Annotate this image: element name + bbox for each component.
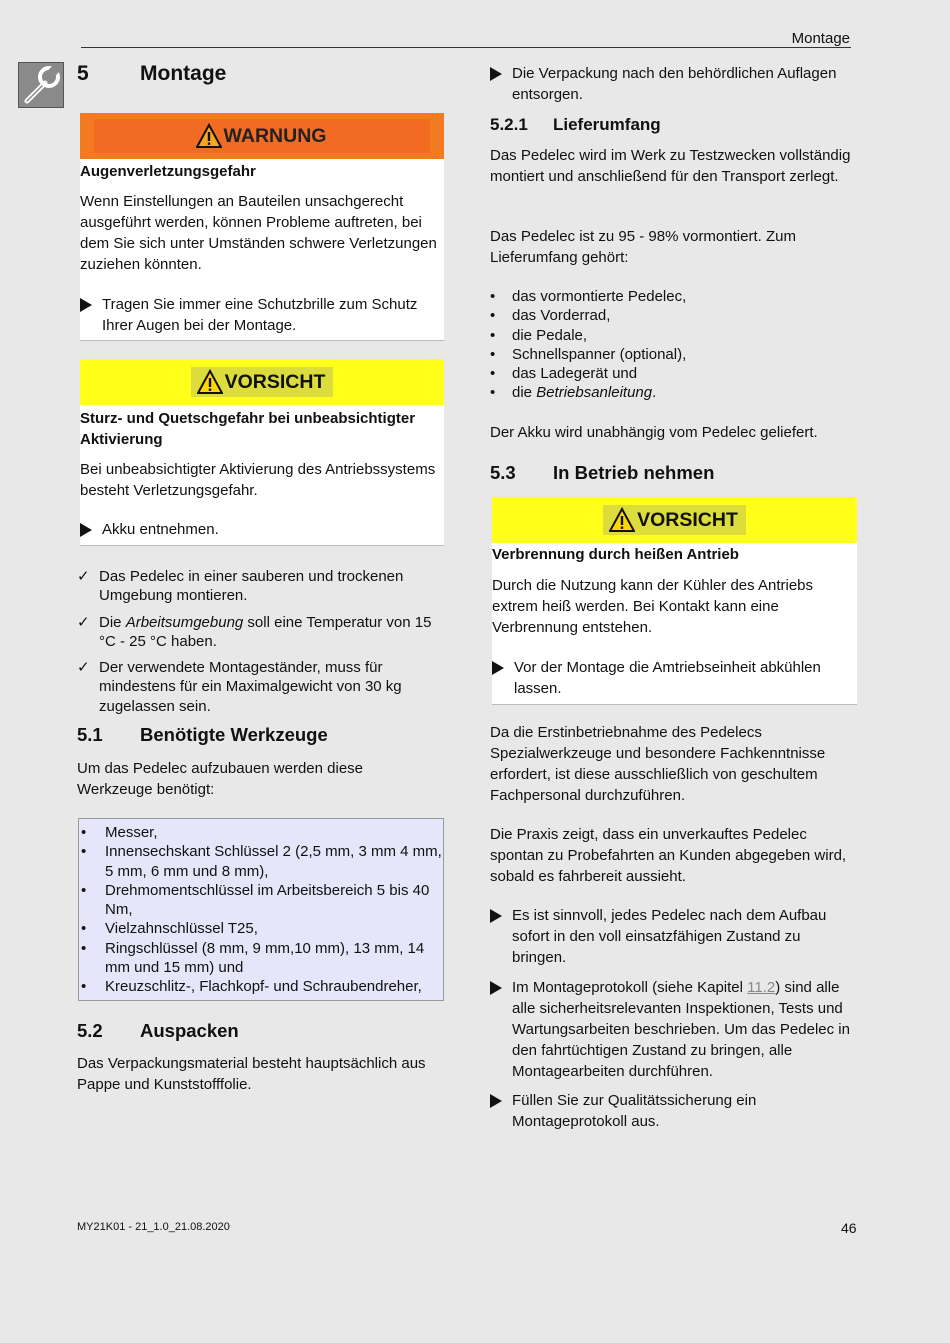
bullet-icon: • bbox=[490, 326, 496, 344]
delivery-text-3: Der Akku wird unabhängig vom Pedelec geliefert. bbox=[490, 424, 818, 441]
warning-text: Wenn Einstellungen an Bauteilen unsachgerecht ausgeführt werden, können Probleme auftreten, bei dem Sie sich unter Umständen schwere Verletzungen zuziehen könnten. bbox=[80, 193, 437, 273]
running-header: Montage bbox=[791, 30, 850, 47]
section-5-2-text: Das Verpackungsmaterial besteht hauptsächlich aus Pappe und Kunststofffolie. bbox=[77, 1055, 426, 1093]
caution-text: Durch die Nutzung kann der Kühler des Antriebs extrem heiß werden. Bei Kontakt kann eine Verbrennung entstehen. bbox=[492, 577, 814, 636]
section-5-1-number: 5.1 bbox=[77, 724, 103, 745]
chapter-link[interactable]: 11.2 bbox=[747, 979, 776, 996]
warning-title: Augenverletzungsgefahr bbox=[80, 163, 256, 180]
checkmark-icon: ✓ bbox=[77, 568, 90, 585]
bullet-icon: • bbox=[490, 288, 496, 305]
chapter-title: Montage bbox=[140, 62, 227, 85]
caution-signal-band bbox=[492, 497, 857, 543]
caution-action: Akku entnehmen. bbox=[80, 519, 219, 543]
list-item: • Drehmomentschlüssel im Arbeitsbereich 5 bis 40 Nm, bbox=[81, 881, 430, 919]
prerequisite-item: ✓ Der verwendete Montageständer, muss für mindestens für ein Maximalgewicht von 30 kg zugelassen sein. bbox=[77, 659, 402, 715]
caution-signal-band bbox=[80, 359, 444, 405]
checkmark-icon: ✓ bbox=[77, 659, 90, 677]
wrench-icon bbox=[18, 62, 64, 108]
commissioning-text-1: Da die Erstinbetriebnahme des Pedelecs Spezialwerkzeuge und besondere Fachkenntnisse erfordert, ist diese ausschließlich von geschultem Fachpersonal durchzuführen. bbox=[490, 724, 826, 804]
caution-signal-word: VORSICHT bbox=[224, 370, 326, 393]
list-item: • das vormontierte Pedelec, bbox=[490, 288, 687, 305]
prerequisite-item: ✓ Das Pedelec in einer sauberen und trockenen Umgebung montieren. bbox=[77, 568, 404, 605]
action-arrow-icon bbox=[490, 909, 502, 923]
commissioning-text-2: Die Praxis zeigt, dass ein unverkauftes Pedelec spontan zu Probefahrten an Kunden abgegeben wird, sobald es fahrbereit aussieht. bbox=[490, 826, 847, 885]
warning-triangle-icon bbox=[197, 369, 223, 395]
caution-box-1 bbox=[80, 359, 444, 546]
caution-box-2 bbox=[492, 497, 857, 705]
caution-action: Vor der Montage die Amtriebseinheit abkühlen lassen. bbox=[492, 657, 854, 699]
list-item: • Kreuzschlitz-, Flachkopf- und Schraubendreher, bbox=[81, 978, 422, 996]
list-item: • Innensechskant Schlüssel 2 (2,5 mm, 3 mm 4 mm, 5 mm, 6 mm und 8 mm), bbox=[81, 843, 442, 880]
list-item: • die Pedale, bbox=[490, 326, 588, 344]
warning-signal-word: WARNUNG bbox=[223, 124, 327, 147]
bullet-icon: • bbox=[81, 978, 87, 996]
section-5-1-intro: Um das Pedelec aufzubauen werden diese Werkzeuge benötigt: bbox=[77, 760, 364, 798]
action-arrow-icon bbox=[80, 298, 92, 312]
list-item: • Vielzahnschlüssel T25, bbox=[81, 920, 258, 938]
section-5-2-title: Auspacken bbox=[140, 1020, 239, 1041]
list-item: • Schnellspanner (optional), bbox=[490, 345, 687, 363]
prerequisites-list bbox=[77, 567, 447, 716]
tools-list bbox=[79, 823, 443, 997]
header-rule bbox=[81, 47, 851, 48]
caution-text: Bei unbeabsichtigter Aktivierung des Antriebssystems besteht Verletzungsgefahr. bbox=[80, 461, 436, 499]
section-5-2-1-number: 5.2.1 bbox=[490, 115, 528, 134]
warning-signal-band bbox=[80, 113, 444, 159]
bullet-icon: • bbox=[490, 345, 496, 363]
bullet-icon: • bbox=[490, 384, 496, 402]
caution-signal-word: VORSICHT bbox=[637, 508, 738, 531]
bullet-icon: • bbox=[81, 843, 87, 861]
section-5-1-title: Benötigte Werkzeuge bbox=[140, 724, 328, 745]
warning-action: Tragen Sie immer eine Schutzbrille zum Schutz Ihrer Augen bei der Montage. bbox=[80, 294, 420, 336]
commissioning-action-1: Es ist sinnvoll, jedes Pedelec nach dem Aufbau sofort in den voll einsatzfähigen Zustand zu bringen. bbox=[490, 905, 835, 968]
page-number: 46 bbox=[841, 1220, 857, 1236]
bullet-icon: • bbox=[81, 824, 87, 841]
bullet-icon: • bbox=[490, 307, 496, 325]
delivery-text-1: Das Pedelec wird im Werk zu Testzwecken vollständig montiert und anschließend für den Transport zerlegt. bbox=[490, 147, 851, 185]
section-5-3-title: In Betrieb nehmen bbox=[553, 462, 715, 483]
list-item: • Messer, bbox=[81, 824, 158, 841]
action-arrow-icon bbox=[492, 661, 504, 675]
bullet-icon: • bbox=[81, 939, 87, 957]
action-arrow-icon bbox=[490, 981, 502, 995]
bullet-icon: • bbox=[81, 881, 87, 899]
section-5-2-number: 5.2 bbox=[77, 1020, 103, 1041]
caution-title: Sturz- und Quetschgefahr bei unbeabsichtigter Aktivierung bbox=[80, 410, 416, 448]
commissioning-action-2: Im Montageprotokoll (siehe Kapitel 11.2) sind alle alle sicherheitsrelevanten Inspektionen, Tests und Wartungsarbeiten beschrieben. Um das Pedelec in den fahrtüchtigen Zustand zu bringen, alle Montagearbeiten durchführen. bbox=[490, 977, 855, 1082]
warning-triangle-icon bbox=[196, 123, 222, 149]
commissioning-action-3: Füllen Sie zur Qualitätssicherung ein Montageprotokoll aus. bbox=[490, 1090, 810, 1132]
list-item: • das Ladegerät und bbox=[490, 365, 638, 383]
section-5-3-number: 5.3 bbox=[490, 462, 516, 483]
delivery-list bbox=[490, 287, 850, 403]
warning-box bbox=[80, 113, 444, 341]
delivery-text-2: Das Pedelec ist zu 95 - 98% vormontiert. Zum Lieferumfang gehört: bbox=[490, 228, 796, 266]
chapter-number: 5 bbox=[77, 62, 89, 85]
footer-doc-id: MY21K01 - 21_1.0_21.08.2020 bbox=[77, 1221, 230, 1233]
list-item: • Ringschlüssel (8 mm, 9 mm,10 mm), 13 mm, 14 mm und 15 mm) und bbox=[81, 939, 425, 977]
unpack-action: Die Verpackung nach den behördlichen Auflagen entsorgen. bbox=[490, 63, 850, 105]
bullet-icon: • bbox=[81, 920, 87, 938]
list-item: • das Vorderrad, bbox=[490, 307, 611, 325]
section-5-2-1-title: Lieferumfang bbox=[553, 115, 661, 134]
warning-triangle-icon bbox=[609, 507, 635, 533]
action-arrow-icon bbox=[490, 67, 502, 81]
action-arrow-icon bbox=[80, 523, 92, 537]
list-item: • die Betriebsanleitung. bbox=[490, 384, 657, 402]
caution-title: Verbrennung durch heißen Antrieb bbox=[492, 546, 739, 563]
bullet-icon: • bbox=[490, 365, 496, 383]
action-arrow-icon bbox=[490, 1094, 502, 1108]
prerequisite-item: ✓ Die Arbeitsumgebung soll eine Temperatur von 15 °C - 25 °C haben. bbox=[77, 613, 432, 650]
tools-box bbox=[78, 818, 444, 1001]
checkmark-icon: ✓ bbox=[77, 613, 90, 631]
